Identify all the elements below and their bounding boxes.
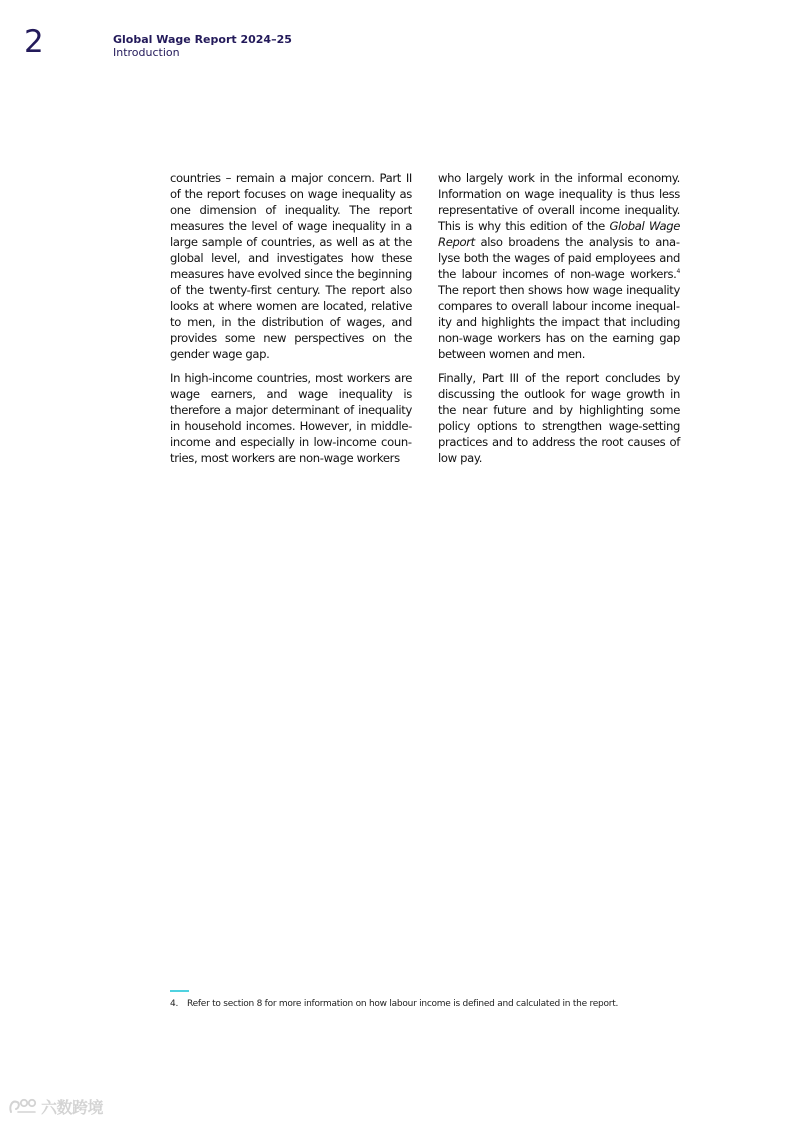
footnote-number: 4. <box>170 999 179 1009</box>
footnote-4 <box>170 998 650 1010</box>
right-paragraph-1-text-a: who largely work in the informal economy. Information on wage inequality is thus less representative of overall income inequality. This is why this edition of the <box>438 171 680 233</box>
footnote-divider <box>170 990 189 992</box>
footnote-text: Refer to section 8 for more information on how labour income is defined and calculated in the report. <box>187 999 619 1009</box>
watermark-text: 六数跨境 <box>41 1097 104 1117</box>
page-number: 2 <box>24 24 44 60</box>
right-paragraph-1 <box>438 170 680 362</box>
right-paragraph-2: Finally, Part III of the report concludes by discussing the outlook for wage growth in the near future and by highlighting some policy options to strengthen wage-setting practices and to address the root causes of low pay. <box>438 371 680 465</box>
left-paragraph-1: countries – remain a major concern. Part II of the report focuses on wage inequality as one dimension of inequality. The report measures the level of wage inequality in a large sample of countries, as well as at the global level, and investigates how these measures have evolved since the beginning of the twenty-first century. The report also looks at where women are located, relative to men, in the distribution of wages, and provides some new perspectives on the gender wage gap. <box>170 171 412 361</box>
left-column <box>170 170 412 474</box>
section-title: Introduction <box>113 46 180 59</box>
watermark-logo-icon <box>8 1096 38 1116</box>
right-paragraph-1-text-b: also broadens the analysis to analyse both the wages of paid employees and the labour incomes of non-wage workers. <box>438 235 680 281</box>
report-title: Global Wage Report 2024–25 <box>113 33 292 46</box>
right-column <box>438 170 680 474</box>
footnote-reference-4[interactable]: 4 <box>676 268 680 276</box>
watermark <box>8 1094 103 1118</box>
left-paragraph-2: In high-income countries, most workers are wage earners, and wage inequality is therefore a major determinant of inequality in household incomes. However, in middle-income and especially in low-income countries, most workers are non-wage workers <box>170 371 412 465</box>
right-paragraph-1-text-c: The report then shows how wage inequality compares to overall labour income inequality and highlights the impact that including non-wage workers has on the earning gap between women and men. <box>438 283 680 361</box>
report-name-italic: Global Wage Report <box>438 219 680 249</box>
running-header <box>113 33 292 59</box>
